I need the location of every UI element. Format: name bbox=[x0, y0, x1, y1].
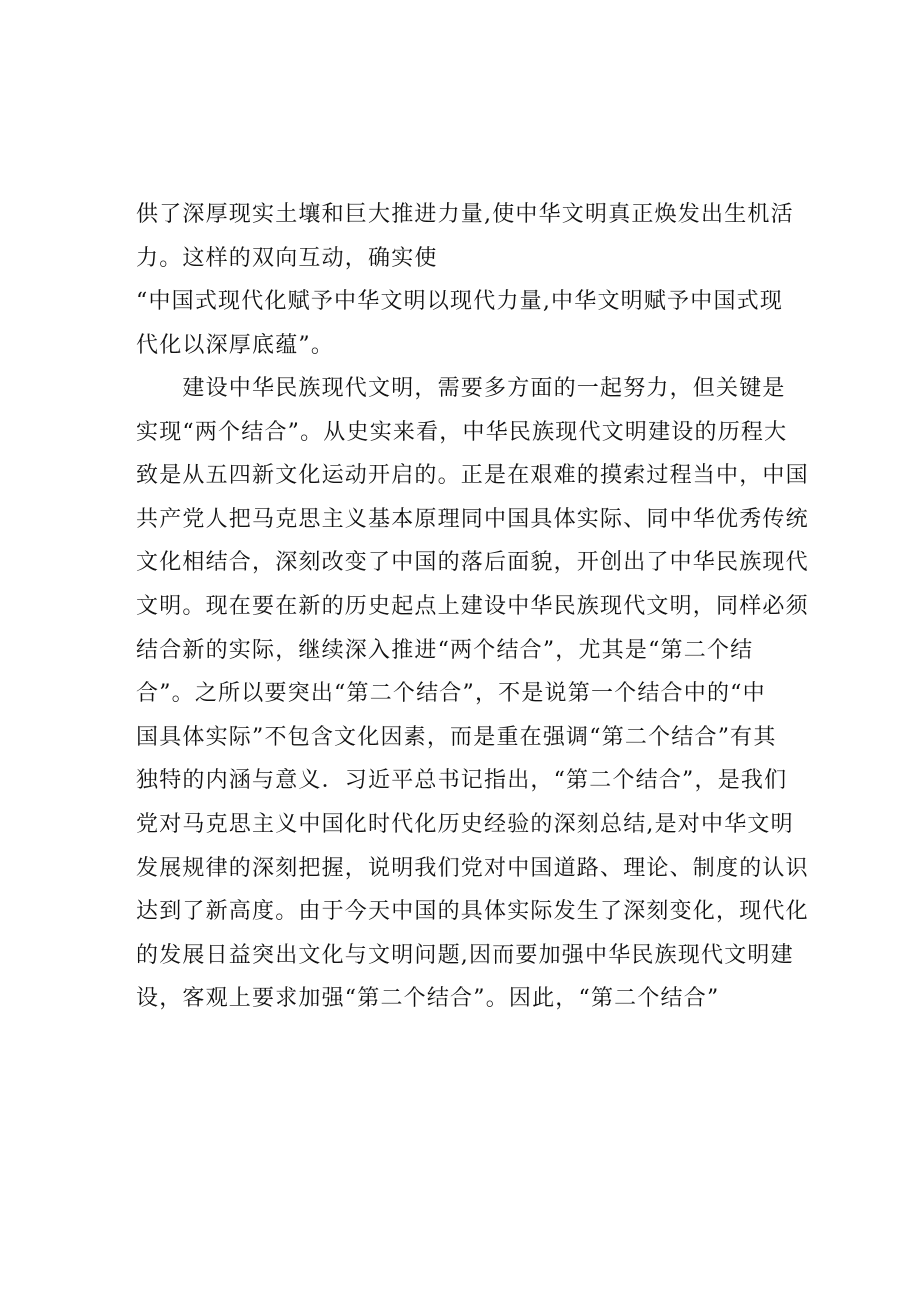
text-line: 发展规律的深刻把握，说明我们党对中国道路、理论、制度的认识 bbox=[136, 855, 809, 881]
text-line: 实现“两个结合”。从史实来看，中华民族现代文明建设的历程大 bbox=[136, 419, 788, 445]
text-line: 代化以深厚底蕴”。 bbox=[136, 332, 335, 358]
text-line: 合”。之所以要突出“第二个结合”，不是说第一个结合中的“中 bbox=[136, 681, 766, 707]
text-line: 力。这样的双向互动，确实使 bbox=[136, 245, 438, 271]
text-line: 国具体实际”不包含文化因素，而是重在强调“第二个结合”有其 bbox=[136, 724, 777, 750]
text-line: 达到了新高度。由于今天中国的具体实际发生了深刻变化，现代化 bbox=[136, 899, 809, 925]
text-line: “中国式现代化赋予中华文明以现代力量,中华文明赋予中国式现 bbox=[136, 289, 784, 315]
text-line: 致是从五四新文化运动开启的。正是在艰难的摸索过程当中，中国 bbox=[136, 463, 809, 489]
paragraph-1 bbox=[136, 193, 796, 367]
text-line: 独特的内涵与意义．习近平总书记指出，“第二个结合”，是我们 bbox=[136, 768, 788, 794]
text-line: 结合新的实际，继续深入推进“两个结合”，尤其是“第二个结 bbox=[136, 637, 754, 663]
text-line: 建设中华民族现代文明，需要多方面的一起努力，但关键是 bbox=[136, 376, 786, 401]
text-line: 文化相结合，深刻改变了中国的落后面貌，开创出了中华民族现代 bbox=[136, 550, 809, 576]
text-line: 党对马克思主义中国化时代化历史经验的深刻总结,是对中华文明 bbox=[136, 811, 794, 837]
text-line: 的发展日益突出文化与文明问题,因而要加强中华民族现代文明建 bbox=[136, 942, 794, 968]
text-line: 供了深厚现实土壤和巨大推进力量,使中华文明真正焕发出生机活 bbox=[136, 202, 794, 227]
text-line: 共产党人把马克思主义基本原理同中国具体实际、同中华优秀传统 bbox=[136, 506, 809, 532]
text-line: 文明。现在要在新的历史起点上建设中华民族现代文明，同样必须 bbox=[136, 593, 809, 619]
text-line: 设，客观上要求加强“第二个结合”。因此，“第二个结合” bbox=[136, 986, 720, 1012]
paragraph-2 bbox=[136, 367, 809, 1021]
